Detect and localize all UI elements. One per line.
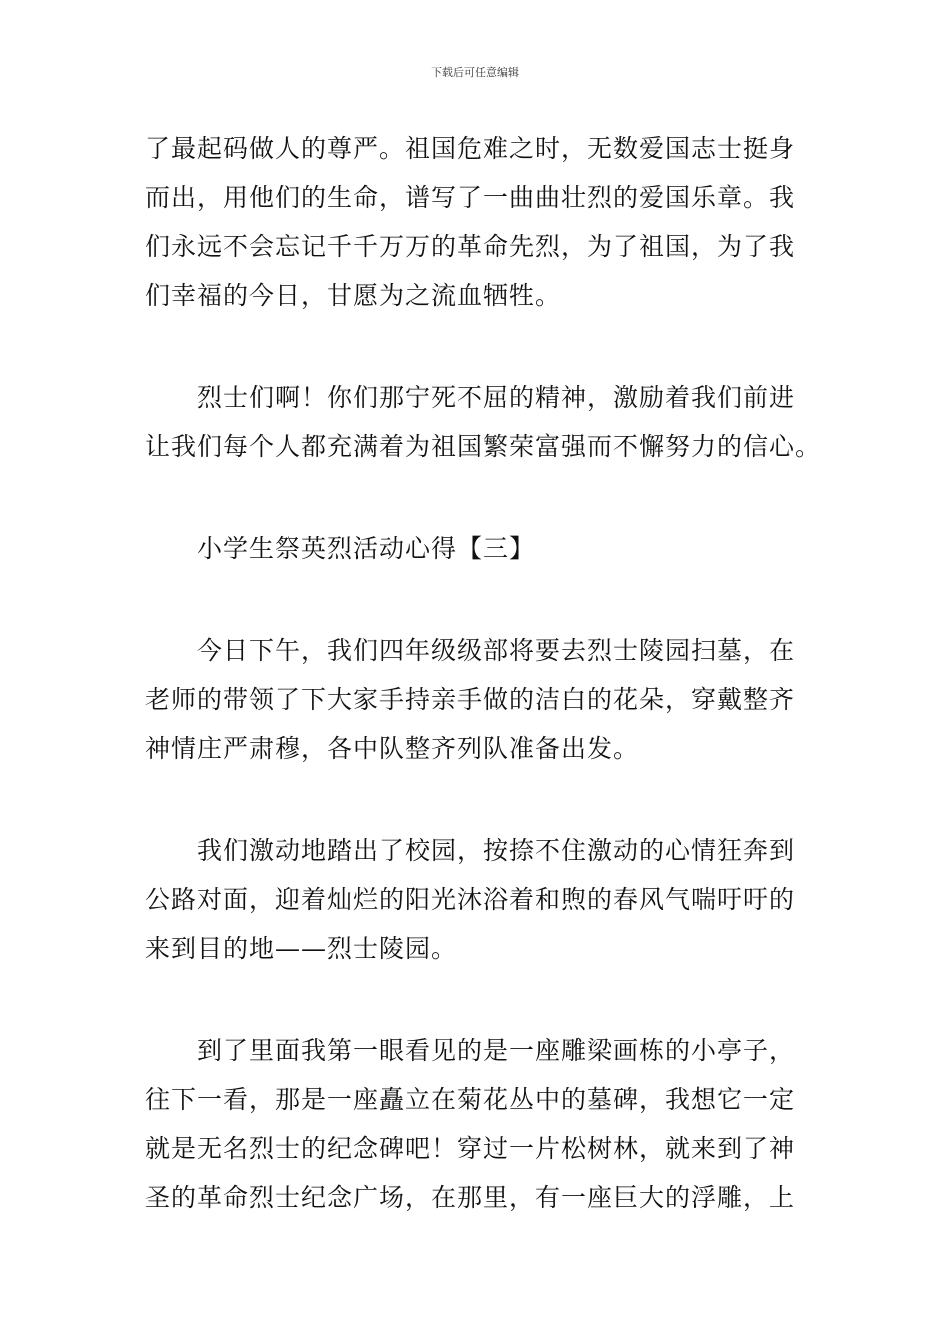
text-line: 烈士们啊！你们那宁死不屈的精神，激励着我们前进: [197, 383, 796, 412]
text-line: 小学生祭英烈活动心得【三】: [197, 534, 536, 563]
paragraph-gap: [145, 471, 809, 524]
text-line: 神情庄严肃穆，各中队整齐列队准备出发。: [145, 734, 640, 763]
paragraph: [145, 124, 809, 320]
paragraph: [145, 373, 822, 471]
paragraph: [145, 1026, 809, 1222]
paragraph-gap: [145, 573, 809, 626]
section-heading: [145, 524, 809, 573]
text-line: 了最起码做人的尊严。祖国危难之时，无数爱国志士挺身: [145, 134, 796, 163]
text-line: 今日下午，我们四年级级部将要去烈士陵园扫墓，在: [197, 636, 796, 665]
paragraph-gap: [145, 773, 809, 826]
text-line: 我们激动地踏出了校园，按捺不住激动的心情狂奔到: [197, 836, 796, 865]
text-line: 往下一看，那是一座矗立在菊花丛中的墓碑，我想它一定: [145, 1085, 796, 1114]
page-header-note: 下载后可任意编辑: [431, 66, 519, 79]
text-line: 来到目的地——烈士陵园。: [145, 934, 458, 963]
text-line: 们永远不会忘记千千万万的革命先烈，为了祖国，为了我: [145, 232, 796, 261]
text-line: 圣的革命烈士纪念广场，在那里，有一座巨大的浮雕，上: [145, 1183, 796, 1212]
paragraph-gap: [145, 973, 809, 1026]
text-line: 到了里面我第一眼看见的是一座雕梁画栋的小亭子，: [197, 1036, 796, 1065]
text-line: 而出，用他们的生命，谱写了一曲曲壮烈的爱国乐章。我: [145, 183, 796, 212]
paragraph: [145, 826, 809, 973]
text-line: 公路对面，迎着灿烂的阳光沐浴着和煦的春风气喘吁吁的: [145, 885, 796, 914]
text-line: 让我们每个人都充满着为祖国繁荣富强而不懈努力的信心。: [145, 432, 822, 461]
text-line: 们幸福的今日，甘愿为之流血牺牲。: [145, 281, 562, 310]
text-line: 就是无名烈士的纪念碑吧！穿过一片松树林，就来到了神: [145, 1134, 796, 1163]
paragraph: [145, 626, 809, 773]
paragraph-gap: [145, 320, 809, 373]
document-body: [145, 124, 822, 1222]
text-line: 老师的带领了下大家手持亲手做的洁白的花朵，穿戴整齐: [145, 685, 796, 714]
